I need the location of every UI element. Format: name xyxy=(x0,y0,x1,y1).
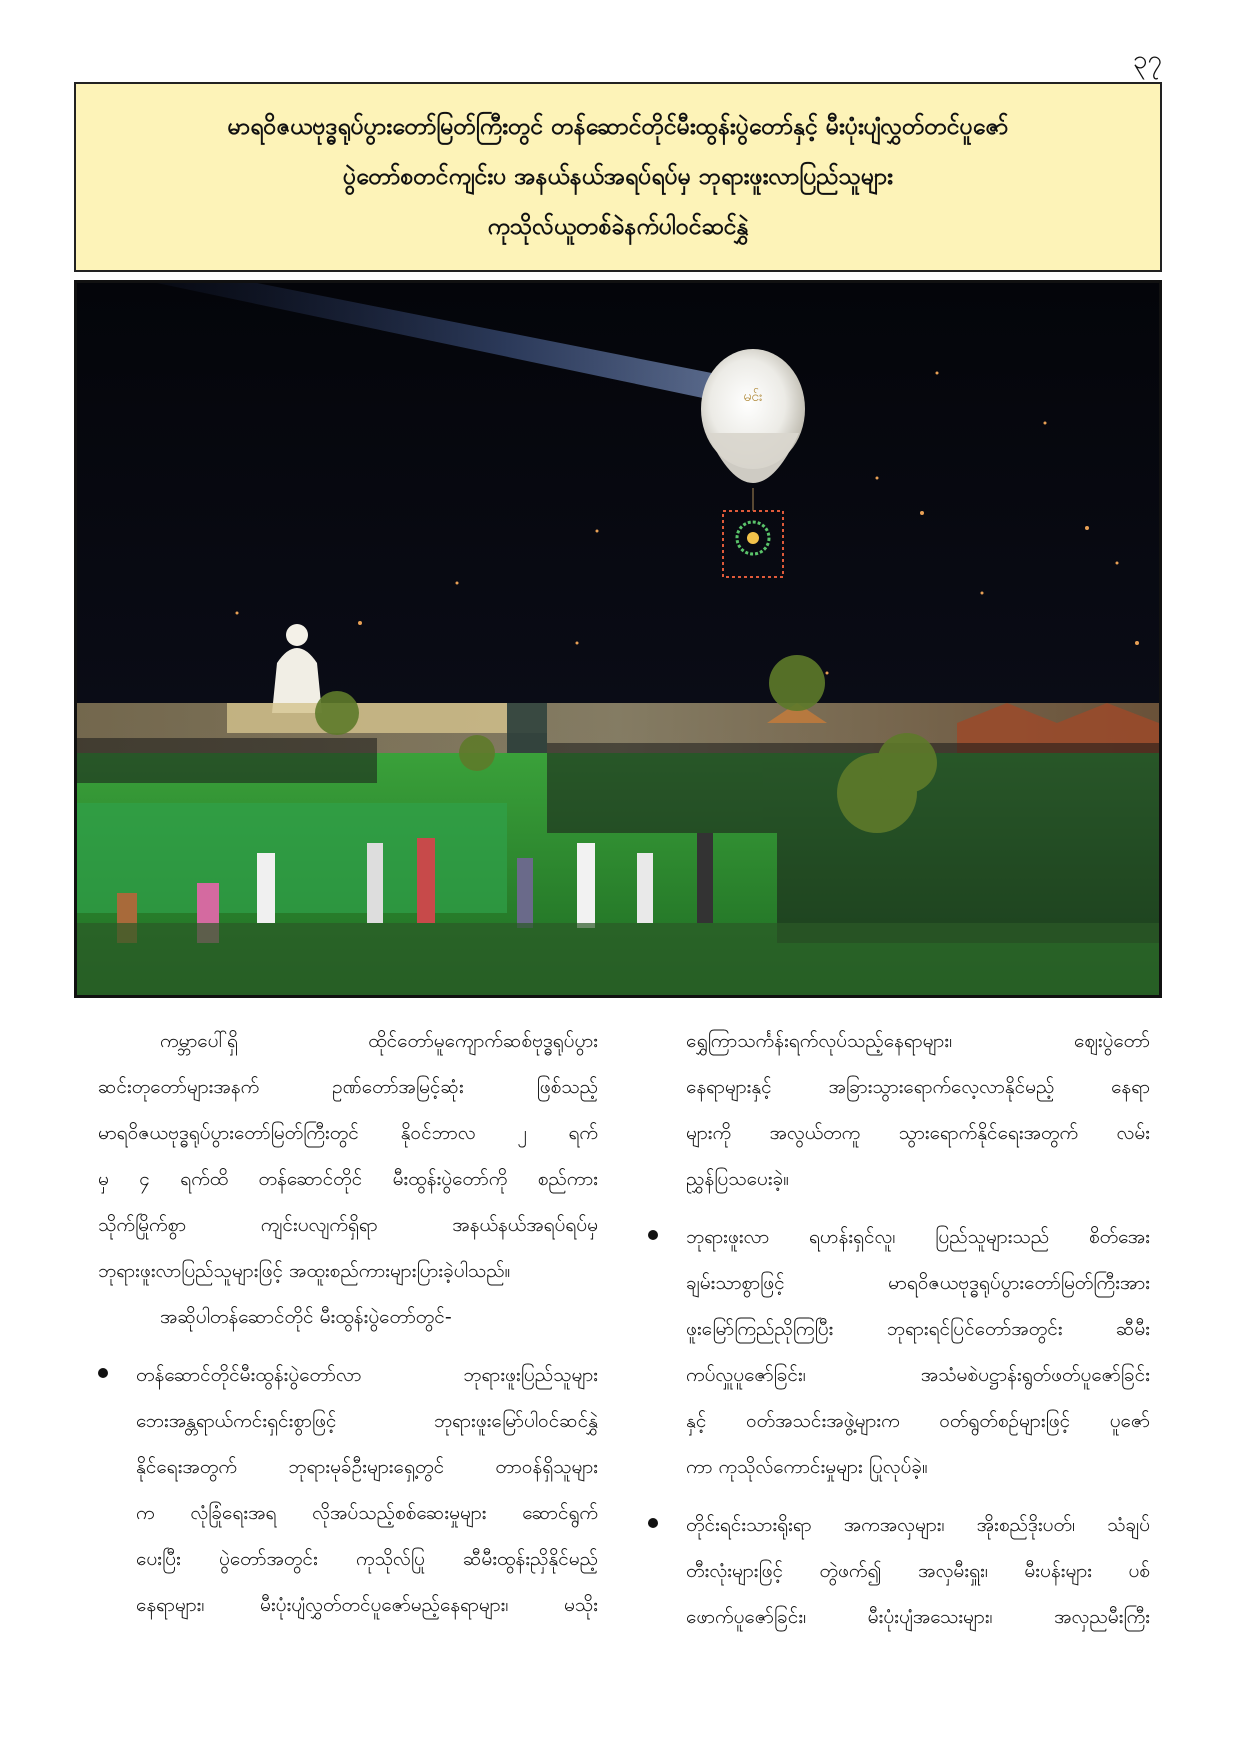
bullet-icon xyxy=(648,1518,658,1528)
body-line: နေရာများနှင့် အခြားသွားရောက်လေ့လာနိုင်မည့် နေရာ xyxy=(686,1076,1150,1098)
bullet-line: တီးလုံးများဖြင့် တွဲဖက်၍ အလှမီးရှူး၊ မီးပန်းများ ပစ် xyxy=(686,1560,1150,1582)
bullet-line: ဘေးအန္တရာယ်ကင်းရှင်းစွာဖြင့် ဘုရားဖူးမြော်ပါဝင်ဆင်နွှဲ xyxy=(136,1410,598,1432)
bullet-line: တိုင်းရင်းသားရိုးရာ အကအလှများ၊ အိုးစည်ဒိုးပတ်၊ သံချပ် xyxy=(686,1514,1150,1536)
title-box xyxy=(74,82,1162,272)
bullet-line: ချမ်းသာစွာဖြင့် မာရဝိဇယဗုဒ္ဓရုပ်ပွားတော်မြတ်ကြီးအား xyxy=(686,1272,1150,1294)
body-line: များကို အလွယ်တကူ သွားရောက်နိုင်ရေးအတွက် လမ်း xyxy=(686,1122,1150,1144)
bullet-line: နေရာများ၊ မီးပုံးပျံလွှတ်တင်ပူဇော်မည့်နေရာများ၊ မသိုး xyxy=(136,1594,598,1616)
bullet-line: ဖူးမြော်ကြည်ညိုကြပြီး ဘုရားရင်ပြင်တော်အတွင်း ဆီမီး xyxy=(686,1318,1150,1340)
body-line: ကမ္ဘာပေါ်ရှိ ထိုင်တော်မူကျောက်ဆစ်ဗုဒ္ဓရုပ်ပွား xyxy=(160,1030,598,1052)
title-line-3: ကုသိုလ်ယူတစ်ခဲနက်ပါဝင်ဆင်နွှဲ xyxy=(487,214,749,240)
bullet-line: နှင့် ဝတ်အသင်းအဖွဲ့များက ဝတ်ရွတ်စဉ်များဖြင့် ပူဇော် xyxy=(686,1410,1150,1432)
body-line: သိုက်မြိုက်စွာ ကျင်းပလျက်ရှိရာ အနယ်နယ်အရပ်ရပ်မှ xyxy=(98,1214,598,1236)
title-line-1: မာရဝိဇယဗုဒ္ဓရုပ်ပွားတော်မြတ်ကြီးတွင် တန်ဆောင်တိုင်မီးထွန်းပွဲတော်နှင့် မီးပုံးပျံလွှတ်တင်ပူဇော် xyxy=(227,114,1009,140)
bullet-line: ကပ်လှူပူဇော်ခြင်း၊ အသံမစဲပဋ္ဌာန်းရွတ်ဖတ်ပူဇော်ခြင်း xyxy=(686,1364,1150,1386)
body-line: ရွှေကြာသင်္ကန်းရက်လုပ်သည့်နေရာများ၊ ဈေးပွဲတော် xyxy=(686,1030,1150,1052)
bullet-line: ဘုရားဖူးလာ ရဟန်းရှင်လူ၊ ပြည်သူများသည် စိတ်အေး xyxy=(686,1226,1150,1248)
subheading: အဆိုပါတန်ဆောင်တိုင် မီးထွန်းပွဲတော်တွင်- xyxy=(160,1306,452,1328)
body-line: မှ ၄ ရက်ထိ တန်ဆောင်တိုင် မီးထွန်းပွဲတော်ကို စည်ကား xyxy=(98,1168,598,1190)
body-line: ဘုရားဖူးလာပြည်သူများဖြင့် အထူးစည်ကားများပြားခဲ့ပါသည်။ xyxy=(98,1260,511,1282)
foreground-shrubs xyxy=(77,923,1159,995)
left-column xyxy=(98,1018,598,1628)
body-line: ဆင်းတုတော်များအနက် ဥဏ်တော်အမြင့်ဆုံး ဖြစ်သည့် xyxy=(98,1076,598,1098)
bullet-line: ပေးပြီး ပွဲတော်အတွင်း ကုသိုလ်ပြု ဆီမီးထွန်းညှိနိုင်မည့် xyxy=(136,1548,598,1570)
bullet-line: ဖောက်ပူဇော်ခြင်း၊ မီးပုံးပျံအသေးများ၊ အလှညမီးကြီး xyxy=(686,1606,1150,1628)
bullet-icon xyxy=(648,1230,658,1240)
bullet-item-3 xyxy=(648,1502,1150,1640)
bullet-icon xyxy=(98,1368,108,1378)
body-line: ညွှန်ပြသပေးခဲ့။ xyxy=(686,1168,790,1190)
title-line-2: ပွဲတော်စတင်ကျင်းပ အနယ်နယ်အရပ်ရပ်မှ ဘုရားဖူးလာပြည်သူများ xyxy=(342,164,894,190)
page-number: ၃၇ xyxy=(1132,45,1162,75)
festival-photo xyxy=(74,280,1162,998)
bullet-item-2 xyxy=(648,1214,1150,1490)
balloon-label: မင်း xyxy=(743,389,763,405)
bullet-continuation xyxy=(648,1018,1150,1202)
bullet-line: ကာ ကုသိုလ်ကောင်းမှုများ ပြုလုပ်ခဲ့။ xyxy=(686,1456,928,1478)
right-column xyxy=(648,1018,1150,1640)
bullet-line: တန်ဆောင်တိုင်မီးထွန်းပွဲတော်လာ ဘုရားဖူးပြည်သူများ xyxy=(136,1364,598,1386)
body-line: မာရဝိဇယဗုဒ္ဓရုပ်ပွားတော်မြတ်ကြီးတွင် နိုဝင်ဘာလ ၂ ရက် xyxy=(98,1122,598,1144)
night-festival-photo xyxy=(77,283,1159,995)
bullet-line: နိုင်ရေးအတွက် ဘုရားမုခ်ဦးများရှေ့တွင် တာဝန်ရှိသူများ xyxy=(136,1456,598,1478)
bullet-item-1 xyxy=(98,1352,598,1628)
bullet-line: က လုံခြုံရေးအရ လိုအပ်သည့်စစ်ဆေးမှုများ ဆောင်ရွက် xyxy=(136,1502,598,1524)
